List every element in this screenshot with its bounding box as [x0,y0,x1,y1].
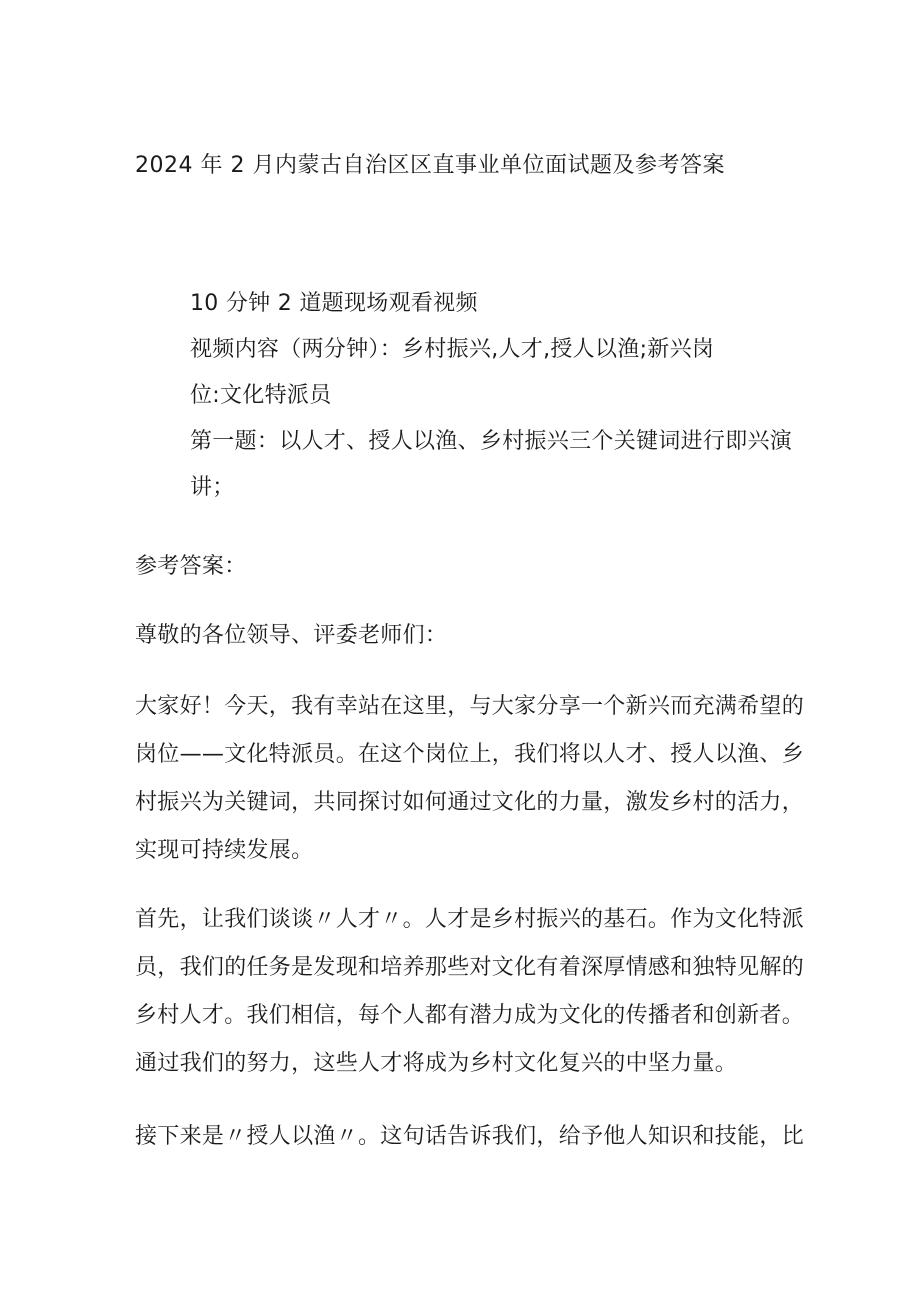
paragraph-3 [135,1113,805,1161]
intro-line: 视频内容（两分钟）：乡村振兴,人才,授人以渔;新兴岗 [190,337,715,362]
intro-block [190,280,793,510]
paragraph-line: 村振兴为关键词，共同探讨如何通过文化的力量，激发乡村的活力， [135,790,805,815]
intro-line: 10 分钟 2 道题现场观看视频 [190,291,478,316]
paragraph-2 [135,896,805,1088]
paragraph-line: 大家好！今天，我有幸站在这里，与大家分享一个新兴而充满希望的 [135,694,805,719]
paragraph-line: 岗位——文化特派员。在这个岗位上，我们将以人才、授人以渔、乡 [135,742,805,767]
intro-line: 讲； [190,475,235,500]
answer-label-text: 参考答案： [135,554,247,579]
answer-label [135,543,795,591]
document-title: 2024 年 2 月内蒙古自治区区直事业单位面试题及参考答案 [135,153,725,178]
intro-line: 位:文化特派员 [190,383,332,408]
paragraph-line: 接下来是〃授人以渔〃。这句话告诉我们，给予他人知识和技能，比 [135,1124,805,1149]
salutation-text: 尊敬的各位领导、评委老师们： [135,623,448,648]
paragraph-line: 通过我们的努力，这些人才将成为乡村文化复兴的中坚力量。 [135,1051,738,1076]
salutation [135,612,795,660]
paragraph-line: 员，我们的任务是发现和培养那些对文化有着深厚情感和独特见解的 [135,955,805,980]
intro-line: 第一题：以人才、授人以渔、乡村振兴三个关键词进行即兴演 [190,429,793,454]
paragraph-1 [135,683,805,875]
paragraph-line: 实现可持续发展。 [135,838,314,863]
paragraph-line: 首先，让我们谈谈〃人才〃。人才是乡村振兴的基石。作为文化特派 [135,907,805,932]
paragraph-line: 乡村人才。我们相信，每个人都有潜力成为文化的传播者和创新者。 [135,1003,805,1028]
